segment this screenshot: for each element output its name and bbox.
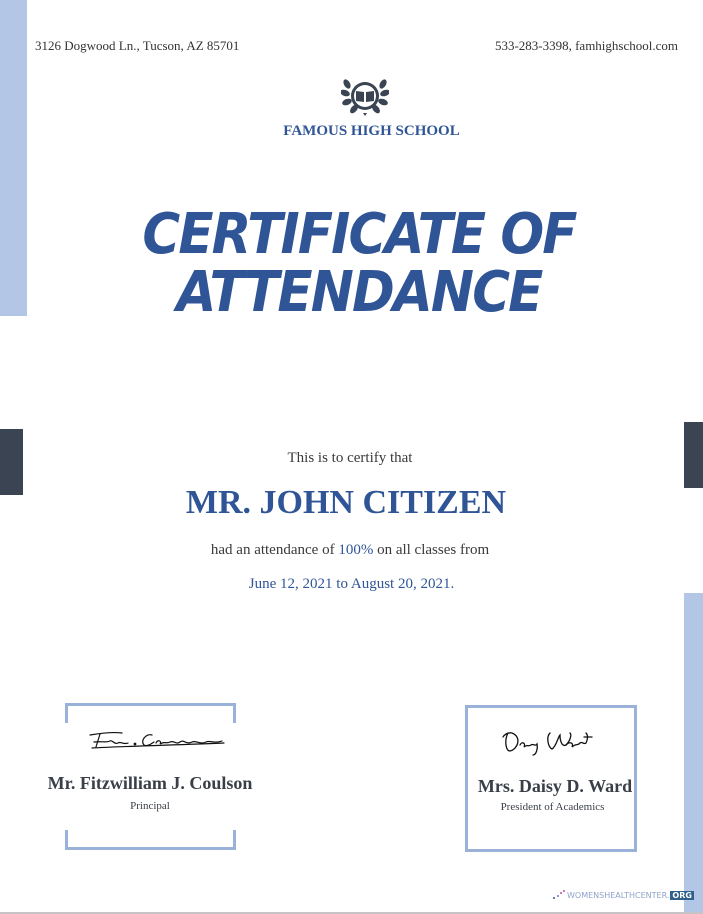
certify-intro: This is to certify that bbox=[287, 450, 413, 466]
school-contact: 533-283-3398, famhighschool.com bbox=[494, 38, 678, 53]
principal-role: Principal bbox=[130, 800, 170, 812]
principal-name: Mr. Fitzwilliam J. Coulson bbox=[47, 773, 253, 793]
school-address: 3126 Dogwood Ln., Tucson, AZ 85701 bbox=[35, 38, 240, 53]
date-range: June 12, 2021 to August 20, 2021. bbox=[248, 576, 455, 592]
watermark-text: WOMENSHEALTHCENTER. bbox=[567, 890, 670, 900]
signature-frame-bottom-bracket bbox=[65, 830, 236, 850]
attendance-prefix: had an attendance of bbox=[210, 542, 339, 558]
president-signature bbox=[500, 727, 595, 757]
attendance-percent: 100% bbox=[338, 542, 374, 558]
decorative-bar-bottom-right bbox=[684, 593, 703, 914]
signature-frame-top-bracket bbox=[65, 703, 236, 723]
decorative-bar-top-left bbox=[0, 0, 27, 316]
school-name: FAMOUS HIGH SCHOOL bbox=[283, 123, 460, 139]
certificate-title bbox=[29, 202, 690, 325]
attendance-suffix: on all classes from bbox=[373, 542, 490, 558]
recipient-name: MR. JOHN CITIZEN bbox=[185, 484, 507, 521]
dots-icon bbox=[553, 890, 565, 900]
watermark-logo bbox=[553, 890, 694, 900]
president-name: Mrs. Daisy D. Ward bbox=[477, 776, 633, 796]
laurel-book-icon bbox=[341, 76, 389, 116]
attendance-statement bbox=[0, 542, 700, 559]
title-line-1: CERTIFICATE OF bbox=[142, 202, 576, 267]
watermark-badge: ORG bbox=[672, 890, 692, 900]
principal-signature bbox=[88, 727, 228, 751]
title-line-2: ATTENDANCE bbox=[176, 260, 542, 325]
president-role: President of Academics bbox=[500, 801, 605, 813]
